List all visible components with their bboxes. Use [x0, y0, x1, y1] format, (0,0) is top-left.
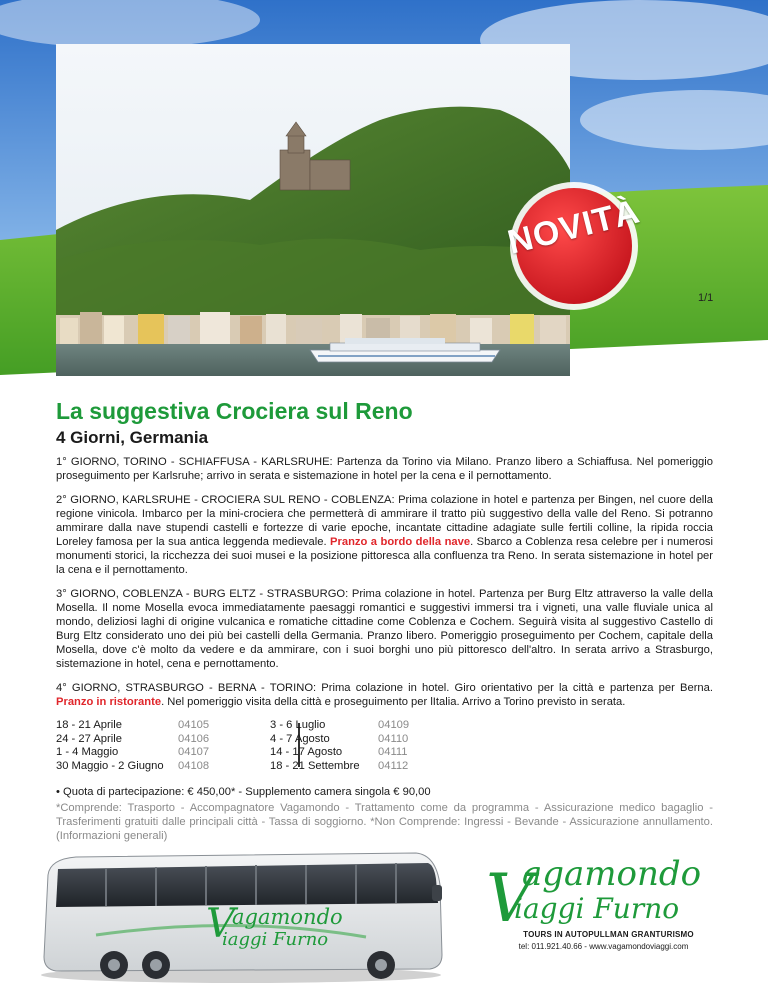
- date-label: 18 - 21 Aprile: [56, 719, 122, 731]
- date-code: 04106: [178, 732, 210, 745]
- price-line: • Quota di partecipazione: € 450,00* - Supplemento camera singola € 90,00: [56, 786, 431, 798]
- day-2-text-b: . Sbarco a Coblenza resa celebre per i numerosi monumenti storici, la ricchezza dei suoi musei e la posizione pittoresca alla confluenza tra Reno. In serata sistemazione in hotel per la cena e il pernottamento.: [56, 536, 714, 576]
- dates-column-right: [270, 719, 360, 773]
- date-code: 04107: [178, 746, 210, 758]
- logo-big-v: V: [486, 860, 534, 937]
- village-houses: [56, 312, 570, 347]
- date-label: 1 - 4 Maggio: [56, 746, 119, 758]
- page-number: 1/1: [698, 292, 714, 304]
- codes-column-left: [178, 719, 209, 773]
- day-2-text-a: 2° GIORNO, KARLSRUHE - CROCIERA SUL RENO - COBLENZA: Prima colazione in hotel e partenza per Bingen, nel cuore della regione vinicola. Imbarco per la mini-crociera che permetterà di ammirare il tratto più suggestivo della valle del Reno. Si potranno ammirare dalla nave stupendi castelli e fortezze di varie epoche, incantate cittadine adagiate sulle fertili colline, la ripida roccia Loreley famosa per la sua antica leggenda medievale.: [56, 494, 713, 548]
- itinerary: [56, 455, 713, 843]
- date-row: [56, 719, 164, 733]
- badge-label: NOVITÀ: [504, 192, 644, 262]
- hero-illustration: [0, 0, 768, 395]
- day-1: 1° GIORNO, TORINO - SCHIAFFUSA - KARLSRUHE: Partenza da Torino via Milano. Pranzo libero a Schiaffusa. Nel pomeriggio proseguimento per Karlsruhe; arrivo in serata e sistemazione in hotel per la cena e il pernottamento.: [56, 456, 713, 482]
- day-4-text-b: . Nel pomeriggio visita della città e proseguimento per lItalia. Arrivo a Torino previsto in serata.: [161, 696, 626, 708]
- inclusions-notes: *Comprende: Trasporto - Accompagnatore Vagamondo - Trattamento come da programma - Assicurazione medico bagaglio - Trasferimenti gratuiti dalle principali città - Tassa di soggiorno. *Non Comprende: Ingressi - Bevande - Assicurazione annullamento. (Informazioni generali): [56, 802, 713, 842]
- date-label: 18 - 21 Settembre: [270, 759, 360, 772]
- hero-banner: [0, 0, 768, 395]
- date-row: [56, 733, 164, 747]
- date-code: 04112: [378, 759, 409, 772]
- company-logo: [486, 852, 711, 992]
- departure-dates: [56, 719, 713, 779]
- date-label: 24 - 27 Aprile: [56, 732, 122, 745]
- date-code: 04108: [178, 759, 210, 772]
- logo-line1: agamondo: [522, 854, 702, 894]
- date-code: 04110: [378, 732, 409, 745]
- codes-column-right: [378, 719, 409, 773]
- logo-tagline: TOURS IN AUTOPULLMAN GRANTURISMO: [523, 930, 694, 939]
- page-title: La suggestiva Crociera sul Reno: [56, 398, 413, 424]
- date-row: [270, 733, 360, 747]
- day-4: [56, 681, 713, 709]
- date-label: 14 - 17 Agosto: [270, 746, 343, 758]
- day-3: 3° GIORNO, COBLENZA - BURG ELTZ - STRASBURGO: Prima colazione in hotel. Partenza per Burg Eltz attraverso la valle della Mosella. Il nome Mosella evoca immediatamente paesaggi romantici e suggestivi immersi tra i vigneti, una valle fluviale unica al mondo, deliziosi laghi di origine vulcanica e romatiche cittadine come Coblenza e Cochem. Seguirà visita al suggestivo Castello di Burg Eltz considerato uno dei più bei castelli della Germania. Pranzo libero. Pomeriggio proseguimento per Cochem, capitale della Mosella, dove c'è molto da vedere e da ammirare, con i suoi borghi uno più pittoresco dell'altro. In serata arrivo a Strasburgo, sistemazione in hotel, cena e pernottamento.: [56, 588, 713, 670]
- date-row: [56, 746, 164, 760]
- date-label: 30 Maggio - 2 Giugno: [56, 759, 164, 772]
- rhine-photo: [56, 44, 570, 376]
- day-4-text-a: 4° GIORNO, STRASBURGO - BERNA - TORINO: Prima colazione in hotel. Giro orientativo per la città e partenza per Berna.: [56, 682, 713, 694]
- date-code: 04105: [178, 719, 210, 731]
- date-row: [270, 719, 360, 733]
- dates-column-left: [56, 719, 164, 773]
- day-4-highlight: Pranzo in ristorante: [56, 696, 162, 708]
- date-code: 04109: [378, 719, 410, 731]
- contact-info: tel: 011.921.40.66 - www.vagamondoviaggi.com: [518, 942, 689, 951]
- date-row: [56, 760, 164, 774]
- logo-line2: iaggi Furno: [514, 892, 680, 925]
- bus-logo-line1: agamondo: [232, 905, 343, 929]
- coach-bus: [36, 845, 446, 990]
- bus-logo-big-v: V: [206, 901, 235, 947]
- date-row: [270, 760, 360, 774]
- date-label: 4 - 7 Agosto: [270, 732, 330, 745]
- day-2-highlight: Pranzo a bordo della nave: [330, 536, 471, 548]
- date-label: 3 - 6 Luglio: [270, 719, 326, 731]
- date-row: [270, 746, 360, 760]
- day-2: [56, 493, 713, 577]
- bus-logo-line2: iaggi Furno: [222, 929, 329, 950]
- page-subtitle: 4 Giorni, Germania: [56, 428, 209, 447]
- date-code: 04111: [378, 746, 408, 758]
